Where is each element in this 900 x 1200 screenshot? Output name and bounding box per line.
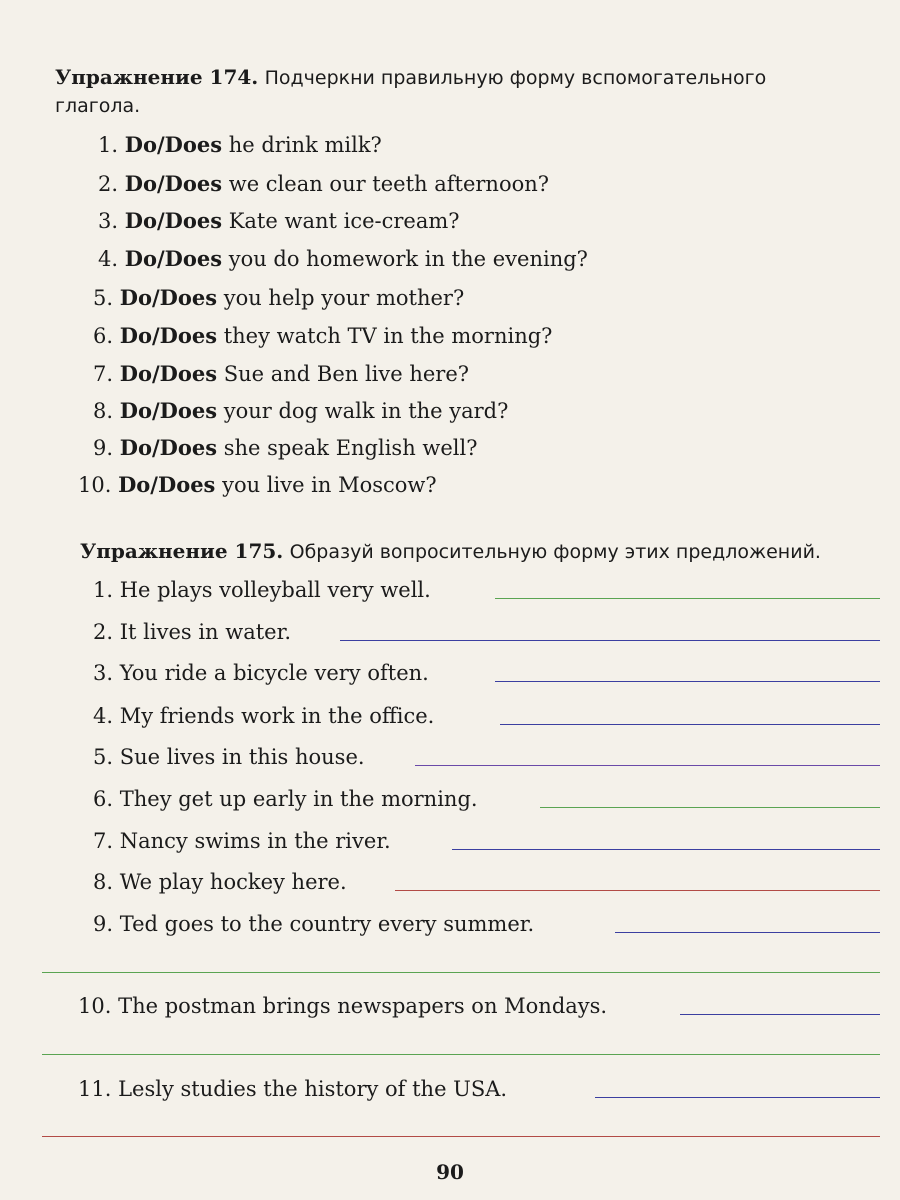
answer-line[interactable] (340, 640, 880, 641)
ex175-item: 4. My friends work in the office. (93, 704, 435, 728)
ex174-item: 6. Do/Does they watch TV in the morning? (93, 323, 553, 348)
exercise-175-heading (80, 536, 890, 567)
ex174-item: 5. Do/Does you help your mother? (93, 285, 465, 310)
exercise-174-instruction: Подчеркни правильную форму вспомогательного (264, 67, 767, 89)
answer-line[interactable] (500, 724, 880, 725)
answer-line[interactable] (495, 681, 880, 682)
answer-line[interactable] (615, 932, 880, 933)
ex175-item: 7. Nancy swims in the river. (93, 829, 391, 853)
answer-line[interactable] (680, 1014, 880, 1015)
exercise-174-title: Упражнение 174. (55, 65, 259, 89)
exercise-174-heading (55, 62, 885, 93)
answer-line[interactable] (415, 765, 880, 766)
auxiliary-choice[interactable]: Do/Does (124, 246, 223, 271)
ex175-item: 11. Lesly studies the history of the USA. (78, 1077, 508, 1101)
answer-line[interactable] (452, 849, 880, 850)
ex175-item: 5. Sue lives in this house. (93, 745, 365, 769)
answer-line[interactable] (395, 890, 880, 891)
auxiliary-choice[interactable]: Do/Does (119, 435, 218, 460)
exercise-174-heading-cont (55, 90, 885, 121)
exercise-175-instruction: Образуй вопросительную форму этих предложений. (289, 541, 821, 563)
answer-line[interactable] (42, 972, 880, 973)
auxiliary-choice[interactable]: Do/Does (118, 472, 216, 497)
ex175-item: 6. They get up early in the morning. (93, 787, 478, 811)
page-number: 90 (436, 1160, 464, 1184)
ex174-item: 9. Do/Does she speak English well? (93, 435, 478, 460)
exercise-175-title: Упражнение 175. (80, 539, 284, 563)
ex175-item: 1. He plays volleyball very well. (93, 578, 431, 602)
ex175-item: 8. We play hockey here. (93, 870, 347, 894)
ex174-item: 3. Do/Does Kate want ice-cream? (98, 208, 460, 233)
answer-line[interactable] (42, 1054, 880, 1055)
ex175-item: 2. It lives in water. (93, 620, 292, 644)
ex174-item: 8. Do/Does your dog walk in the yard? (93, 398, 509, 423)
ex174-item: 10. Do/Does you live in Moscow? (78, 472, 437, 497)
ex175-item: 3. You ride a bicycle very often. (93, 661, 429, 685)
answer-line[interactable] (540, 807, 880, 808)
auxiliary-choice[interactable]: Do/Does (119, 323, 218, 348)
answer-line[interactable] (42, 1136, 880, 1137)
auxiliary-choice[interactable]: Do/Does (124, 171, 223, 196)
auxiliary-choice[interactable]: Do/Does (119, 398, 218, 423)
answer-line[interactable] (595, 1097, 880, 1098)
ex174-item: 2. Do/Does we clean our teeth afternoon? (98, 171, 550, 196)
ex175-item: 9. Ted goes to the country every summer. (93, 912, 535, 936)
auxiliary-choice[interactable]: Do/Does (119, 285, 218, 310)
ex175-item: 10. The postman brings newspapers on Mondays. (78, 994, 608, 1018)
ex174-item: 7. Do/Does Sue and Ben live here? (93, 361, 470, 386)
auxiliary-choice[interactable]: Do/Does (124, 132, 223, 157)
auxiliary-choice[interactable]: Do/Does (119, 361, 218, 386)
auxiliary-choice[interactable]: Do/Does (124, 208, 223, 233)
ex174-item: 1. Do/Does he drink milk? (98, 132, 382, 157)
ex174-item: 4. Do/Does you do homework in the evening? (98, 246, 588, 271)
exercise-174-instruction-cont: глагола. (55, 95, 141, 117)
answer-line[interactable] (495, 598, 880, 599)
